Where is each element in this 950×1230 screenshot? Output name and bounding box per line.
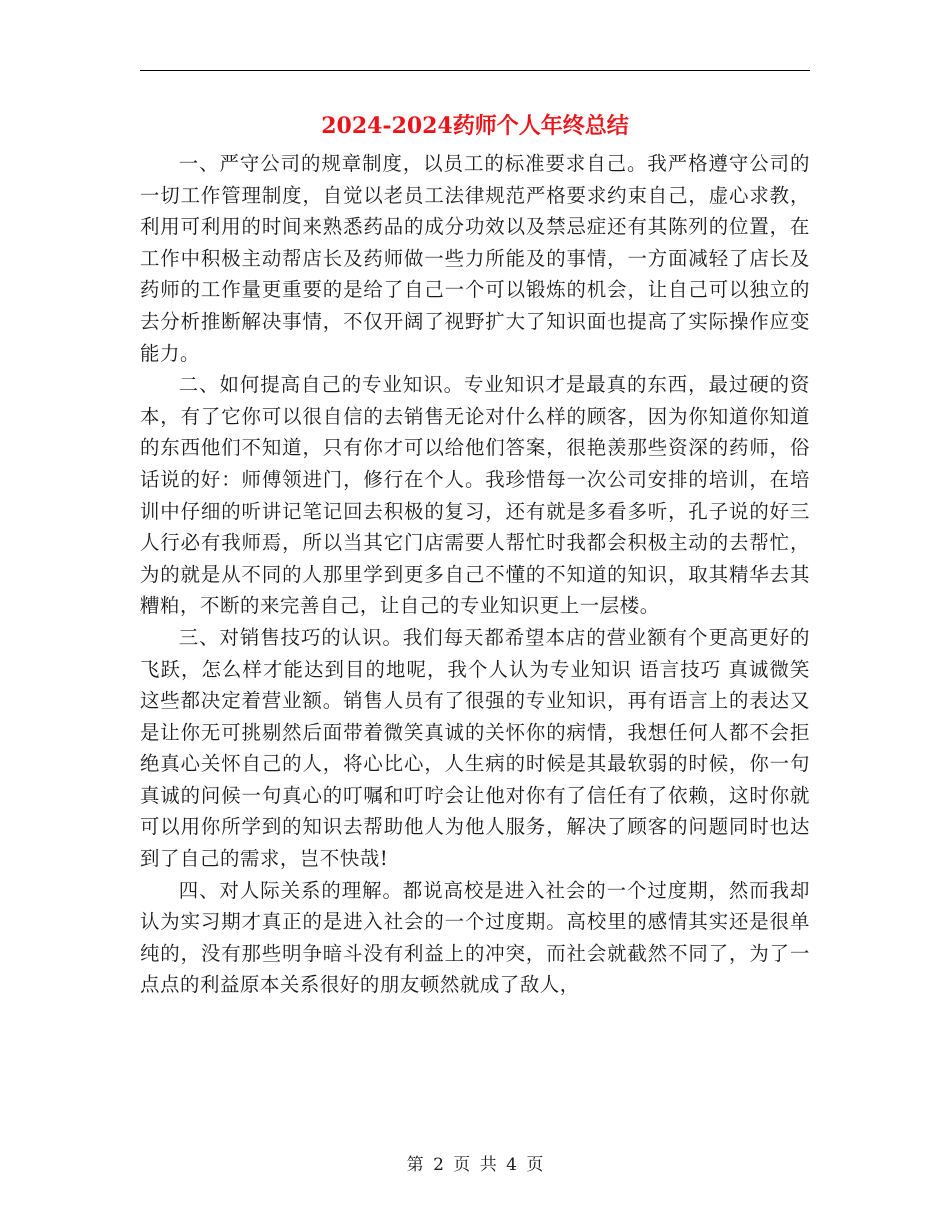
paragraph-1: 一、严守公司的规章制度，以员工的标准要求自己。我严格遵守公司的一切工作管理制度，自觉以老员工法律规范严格要求约束自己，虚心求教，利用可利用的时间来熟悉药品的成分功效以及禁忌症还有其陈列的位置，在工作中积极主动帮店长及药师做一些力所能及的事情，一方面减轻了店长及药师的工作量更重要的是给了自己一个可以锻炼的机会，让自己可以独立的去分析推断解决事情，不仅开阔了视野扩大了知识面也提高了实际操作应变能力。 — [140, 152, 810, 365]
paragraph-4: 四、对人际关系的理解。都说高校是进入社会的一个过度期，然而我却认为实习期才真正的是进入社会的一个过度期。高校里的感情其实还是很单纯的，没有那些明争暗斗没有利益上的冲突，而社会就截然不同了，为了一点点的利益原本关系很好的朋友顿然就成了敌人， — [140, 878, 810, 997]
header-rule — [140, 70, 810, 71]
paragraph-3: 三、对销售技巧的认识。我们每天都希望本店的营业额有个更高更好的飞跃，怎么样才能达到目的地呢，我个人认为专业知识 语言技巧 真诚微笑这些都决定着营业额。销售人员有了很强的专业知识，再有语言上的表达又是让你无可挑剔然后面带着微笑真诚的关怀你的病情，我想任何人都不会拒绝真心关怀自己的人，将心比心，人生病的时候是其最软弱的时候，你一句真诚的问候一句真心的叮嘱和叮咛会让他对你有了信任有了依赖，这时你就可以用你所学到的知识去帮助他人为他人服务，解决了顾客的问题同时也达到了自己的需求，岂不快哉! — [140, 625, 810, 871]
document-body — [140, 148, 810, 1001]
paragraph-2: 二、如何提高自己的专业知识。专业知识才是最真的东西，最过硬的资本，有了它你可以很自信的去销售无论对什么样的顾客，因为你知道你知道的东西他们不知道，只有你才可以给他们答案，很艳羡那些资深的药师，俗话说的好：师傅领进门，修行在个人。我珍惜每一次公司安排的培训，在培训中仔细的听讲记笔记回去积极的复习，还有就是多看多听，孔子说的好三人行必有我师焉，所以当其它门店需要人帮忙时我都会积极主动的去帮忙，为的就是从不同的人那里学到更多自己不懂的不知道的知识，取其精华去其糟粕，不断的来完善自己，让自己的专业知识更上一层楼。 — [140, 373, 810, 618]
document-title: 2024-2024药师个人年终总结 — [321, 113, 629, 139]
page-number-footer: 第 2 页 共 4 页 — [406, 1155, 544, 1175]
